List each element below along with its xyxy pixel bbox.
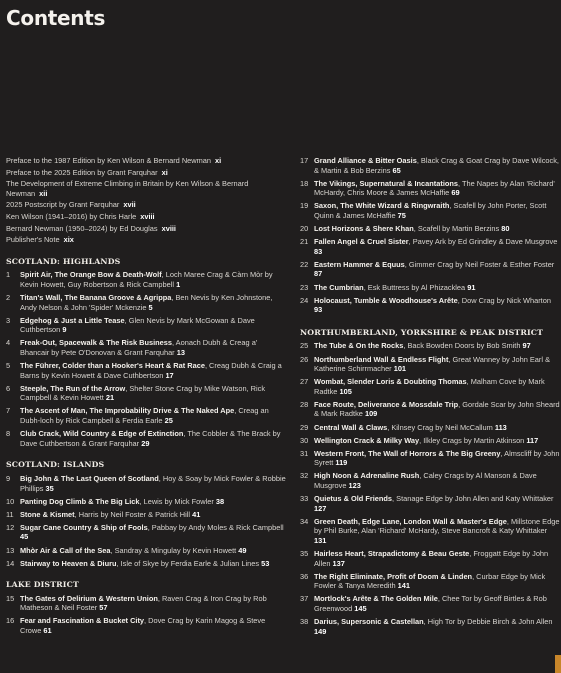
- entry-text: [314, 572, 561, 591]
- entry-text: [314, 341, 561, 351]
- location-author: , Scafell by Martin Berzins: [413, 224, 500, 234]
- entry-text: [20, 546, 288, 556]
- entry-number: 1: [6, 270, 11, 280]
- north-section: [300, 341, 561, 636]
- page-number: 1: [176, 279, 181, 289]
- entry-number: 7: [6, 406, 11, 416]
- contents-entry[interactable]: [300, 617, 561, 636]
- entry-number: 27: [300, 377, 309, 387]
- lake-district-continued: [300, 156, 561, 315]
- contents-entry[interactable]: [6, 429, 288, 448]
- entry-text: [20, 293, 288, 312]
- entry-number: 34: [300, 516, 309, 526]
- entry-text: [314, 377, 561, 396]
- route-names: Club Crack, Wild Country & Edge of Extinction: [20, 429, 184, 439]
- page-number: 149: [314, 626, 327, 636]
- entry-text: [314, 436, 561, 446]
- route-names: Stone & Kismet: [20, 509, 75, 519]
- location-author: , Creag an Dubh-loch by Rick Campbell & Ferdia Earle: [20, 406, 269, 426]
- entry-number: 9: [6, 473, 11, 483]
- contents-entry[interactable]: [300, 400, 561, 419]
- route-names: The Vikings, Supernatural & Incantations: [314, 178, 459, 188]
- contents-entry[interactable]: [300, 296, 561, 315]
- entry-number: 25: [300, 341, 309, 351]
- page-number: xi: [215, 156, 222, 165]
- page-edge-tab: [555, 655, 561, 673]
- contents-entry[interactable]: [300, 471, 561, 490]
- route-names: Quietus & Old Friends: [314, 494, 393, 504]
- entry-text: [314, 549, 561, 568]
- entry-text: [20, 338, 288, 357]
- entry-text: [20, 361, 288, 380]
- entry-text: [20, 270, 288, 289]
- entry-number: 18: [300, 178, 309, 188]
- page-number: 127: [314, 503, 327, 513]
- entry-number: 12: [6, 522, 15, 532]
- page-number: 145: [354, 604, 367, 614]
- route-names: The Führer, Colder than a Hooker's Heart & Rat Race: [20, 361, 205, 371]
- prelim-item[interactable]: Ken Wilson (1941–2016) by Chris Harle xviii: [6, 211, 155, 221]
- contents-entry[interactable]: [300, 572, 561, 591]
- route-names: Holocaust, Tumble & Woodhouse's Arête: [314, 295, 458, 305]
- contents-entry[interactable]: [6, 497, 288, 507]
- route-names: Central Wall & Claws: [314, 422, 388, 432]
- page-number: 109: [364, 409, 378, 419]
- prelim-item[interactable]: The Development of Extreme Climbing in Britain by Ken Wilson & Bernard Newman xii: [6, 179, 249, 198]
- page-number: xviii: [140, 211, 155, 221]
- location-author: , Shelter Stone Crag by Mike Watson, Rick Campbell & Kevin Howett: [20, 383, 266, 403]
- location-author: , Pabbay by Andy Moles & Rick Campbell: [147, 522, 284, 532]
- page-number: xvii: [123, 200, 136, 210]
- page-number: 131: [314, 536, 327, 545]
- left-sections: [6, 257, 288, 636]
- entry-text: [314, 260, 561, 279]
- page-number: 101: [393, 364, 407, 374]
- contents-entry[interactable]: [6, 384, 288, 403]
- entry-text: [20, 616, 288, 635]
- contents-entry[interactable]: [6, 361, 288, 380]
- route-names: Big John & The Last Queen of Scotland: [20, 473, 159, 483]
- entry-text: [314, 201, 561, 220]
- route-names: Saxon, The White Wizard & Ringwraith: [314, 201, 450, 211]
- route-names: Panting Dog Climb & The Big Lick: [20, 496, 140, 506]
- entry-text: [314, 283, 561, 293]
- location-author: , Back Bowden Doors by Bob Smith: [403, 341, 521, 351]
- contents-entry[interactable]: [300, 449, 561, 468]
- location-author: , Loch Maree Crag & Càrn Mòr by Kevin Howett, Guy Robertson & Rick Campbell: [20, 270, 273, 289]
- route-names: Grand Alliance & Bitter Oasis: [314, 156, 417, 165]
- entry-number: 33: [300, 494, 309, 504]
- page-number: 45: [20, 532, 29, 542]
- contents-entry[interactable]: [300, 423, 561, 433]
- page-number: xix: [63, 235, 74, 245]
- route-names: The Ascent of Man, The Improbability Drive & The Naked Ape: [20, 406, 235, 416]
- entry-text: [20, 497, 288, 507]
- entry-text: [314, 471, 561, 490]
- entry-text: [314, 594, 561, 613]
- location-author: , Malham Cove by Mark Radtke: [314, 377, 545, 396]
- route-names: Green Death, Edge Lane, London Wall & Master's Edge: [314, 516, 507, 526]
- route-names: The Cumbrian: [314, 282, 364, 292]
- section-heading: SCOTLAND: HIGHLANDS: [6, 256, 121, 266]
- contents-entry[interactable]: [300, 283, 561, 293]
- contents-entry[interactable]: [300, 377, 561, 396]
- location-author: , Millstone Edge by Phil Burke, Alan 'Richard' McHardy, Steve Bancroft & Katy Whittaker: [314, 516, 560, 536]
- contents-entry[interactable]: [300, 341, 561, 351]
- location-author: , Glen Nevis by Mark McGowan & Dave Cuthbertson: [20, 315, 255, 335]
- route-names: Northumberland Wall & Endless Flight: [314, 354, 449, 364]
- contents-entry[interactable]: [6, 406, 288, 425]
- contents-entry[interactable]: [6, 338, 288, 357]
- page-number: 25: [164, 416, 173, 426]
- entry-text: [314, 423, 561, 433]
- location-author: , Lewis by Mick Fowler: [139, 496, 214, 506]
- page-number: 105: [339, 386, 352, 396]
- page-number: 35: [45, 483, 54, 493]
- entry-number: 4: [6, 338, 11, 348]
- location-author: , Dove Crag by Karin Magog & Steve Crowe: [20, 616, 266, 636]
- entry-text: [314, 400, 561, 419]
- entry-number: 14: [6, 558, 15, 568]
- contents-right-column: [300, 156, 561, 640]
- entry-text: [20, 429, 288, 448]
- contents-entry[interactable]: [6, 316, 288, 335]
- entry-number: 37: [300, 594, 309, 604]
- location-author: , The Cobbler & The Brack by Dave Cuthbertson & Grant Farquhar: [20, 429, 281, 448]
- page-number: 29: [141, 438, 150, 448]
- contents-entry[interactable]: [300, 260, 561, 279]
- page-number: 57: [99, 603, 108, 613]
- contents-entry[interactable]: [300, 237, 561, 256]
- page-number: 80: [501, 224, 510, 234]
- route-names: Face Route, Deliverance & Mossdale Trip: [314, 399, 459, 409]
- entry-number: 29: [300, 422, 309, 432]
- location-author: , Ben Nevis by Ken Johnstone, Andy Nelson & John 'Spider' Mckenzie: [20, 293, 273, 312]
- entry-number: 22: [300, 259, 309, 269]
- entry-number: 15: [6, 593, 15, 603]
- entry-text: [314, 224, 561, 234]
- page-number: 97: [522, 341, 531, 351]
- entry-text: [314, 179, 561, 198]
- entry-number: 36: [300, 571, 309, 581]
- entry-text: [20, 594, 288, 613]
- page-number: 91: [467, 282, 476, 292]
- contents-entry[interactable]: [300, 549, 561, 568]
- page-number: 123: [348, 481, 361, 491]
- location-author: , Gordale Scar by John Sheard & Mark Radtke: [314, 399, 560, 419]
- prelim-item[interactable]: Preface to the 1987 Edition by Ken Wilson & Bernard Newman xi: [6, 156, 222, 165]
- location-author: , Hoy & Soay by Mick Fowler & Robbie Phillips: [20, 473, 286, 493]
- entry-text: [314, 617, 561, 636]
- contents-entry[interactable]: [6, 546, 288, 556]
- contents-entry[interactable]: [6, 270, 288, 289]
- page-number: 38: [215, 496, 225, 506]
- route-names: Fallen Angel & Cruel Sister: [314, 237, 409, 247]
- page-title: Contents: [6, 6, 106, 30]
- route-names: High Noon & Adrenaline Rush: [314, 471, 420, 481]
- route-names: The Tube & On the Rocks: [314, 341, 404, 351]
- location-author: , Almscliff by John Syrett: [314, 448, 560, 468]
- section-heading: NORTHUMBERLAND, YORKSHIRE & PEAK DISTRICT: [300, 327, 544, 337]
- entry-number: 30: [300, 435, 309, 445]
- page-number: xi: [161, 167, 168, 177]
- contents-entry[interactable]: [300, 224, 561, 234]
- entry-number: 16: [6, 616, 15, 626]
- page-number: 75: [397, 210, 406, 220]
- entry-text: [20, 474, 288, 493]
- entry-number: 6: [6, 383, 11, 393]
- entry-number: 24: [300, 295, 309, 305]
- entry-number: 17: [300, 156, 309, 165]
- entry-number: 11: [6, 509, 14, 519]
- entry-number: 5: [6, 361, 11, 371]
- location-author: , Kilnsey Crag by Neil McCallum: [387, 422, 493, 432]
- entry-number: 32: [300, 471, 309, 481]
- contents-entry[interactable]: [300, 179, 561, 198]
- entry-number: 20: [300, 224, 309, 234]
- location-author: , Harris by Neil Foster & Patrick Hill: [74, 509, 191, 519]
- entry-text: [314, 296, 561, 315]
- prelim-item[interactable]: Bernard Newman (1950–2024) by Ed Douglas xviii: [6, 223, 176, 233]
- entry-number: 23: [300, 282, 309, 292]
- page-number: 21: [105, 393, 115, 403]
- page-number: 141: [397, 581, 411, 591]
- entry-text: [20, 316, 288, 335]
- section-heading: LAKE DISTRICT: [6, 580, 79, 590]
- page-number: 53: [261, 558, 270, 568]
- page-number: 5: [148, 302, 153, 312]
- contents-entry[interactable]: [6, 594, 288, 613]
- page-number: 83: [314, 246, 323, 256]
- contents-entry[interactable]: [300, 201, 561, 220]
- route-names: The Right Eliminate, Profit of Doom & Linden: [314, 571, 473, 581]
- contents-entry[interactable]: [6, 559, 288, 569]
- route-names: Darius, Supersonic & Castellan: [314, 617, 424, 627]
- location-author: , The Napes by Alan 'Richard' McHardy, Chris Moore & James McHaffie: [314, 178, 555, 198]
- page-number: 49: [238, 545, 247, 555]
- route-names: Eastern Hammer & Equus: [314, 259, 405, 269]
- route-names: The Gates of Delirium & Western Union: [20, 593, 158, 603]
- contents-entry[interactable]: [300, 156, 561, 175]
- entry-number: 35: [300, 549, 309, 559]
- contents-entry[interactable]: [6, 523, 288, 542]
- entry-text: [20, 510, 288, 520]
- page-number: 61: [43, 626, 52, 636]
- contents-left-column: [6, 156, 288, 639]
- entry-text: [314, 494, 561, 513]
- route-names: Wellington Crack & Milky Way: [314, 435, 420, 445]
- location-author: , Ilkley Crags by Martin Atkinson: [419, 435, 525, 445]
- route-names: Sugar Cane Country & Ship of Fools: [20, 522, 148, 532]
- entry-text: [20, 406, 288, 425]
- location-author: , Caley Crags by Al Manson & Dave Musgrove: [314, 471, 537, 491]
- route-names: Edgehog & Just a Little Tease: [20, 315, 125, 325]
- contents-entry[interactable]: [300, 594, 561, 613]
- location-author: , Raven Crag & Iron Crag by Rob Matheson & Neil Foster: [20, 593, 267, 613]
- entry-text: [20, 559, 288, 569]
- route-names: Hairless Heart, Strapadictomy & Beau Geste: [314, 549, 470, 559]
- route-names: Titan's Wall, The Banana Groove & Agrippa: [20, 293, 172, 303]
- contents-entry[interactable]: [6, 510, 288, 520]
- entry-number: 21: [300, 237, 309, 247]
- entry-text: [314, 237, 561, 256]
- route-names: Mortlock's Arête & The Golden Mile: [314, 594, 438, 604]
- page-number: 41: [192, 509, 201, 519]
- page-number: xviii: [161, 223, 176, 233]
- contents-entry[interactable]: [300, 517, 561, 546]
- route-names: Fear and Fascination & Bucket City: [20, 616, 145, 626]
- contents-entry[interactable]: [6, 474, 288, 493]
- route-names: Mhòr Air & Call of the Sea: [20, 545, 111, 555]
- location-author: , Great Wanney by John Earl & Katherine Schirrmacher: [314, 354, 551, 374]
- entry-number: 38: [300, 617, 309, 627]
- entry-text: [20, 384, 288, 403]
- page-number: 87: [314, 269, 323, 279]
- location-author: , High Tor by Debbie Birch & John Allen: [423, 617, 553, 627]
- location-author: , Sandray & Mingulay by Kevin Howett: [110, 545, 237, 555]
- contents-entry[interactable]: [300, 436, 561, 446]
- route-names: Freak-Out, Spacewalk & The Risk Business: [20, 338, 172, 348]
- location-author: , Chee Tor by Geoff Birtles & Rob Greenwood: [314, 594, 547, 614]
- route-names: Stairway to Heaven & Diuru: [20, 558, 117, 568]
- page-number: 93: [314, 305, 323, 315]
- route-names: Lost Horizons & Shere Khan: [314, 224, 414, 234]
- section-heading: SCOTLAND: ISLANDS: [6, 460, 105, 470]
- page-number: 119: [335, 458, 348, 468]
- entry-number: 10: [6, 496, 15, 506]
- page-number: 65: [392, 165, 401, 175]
- page-number: xii: [39, 188, 48, 198]
- entry-text: [314, 355, 561, 374]
- entry-number: 13: [6, 545, 15, 555]
- entry-text: [314, 449, 561, 468]
- location-author: , Creag Dubh & Craig a Barns by Kevin Howett & Dave Cuthbertson: [20, 361, 282, 380]
- entry-number: 19: [300, 201, 309, 211]
- prelims-list: [6, 156, 288, 245]
- page-number: 117: [526, 435, 539, 445]
- location-author: , Aonach Dubh & Creag a' Bhancair by Pete O'Donovan & Grant Farquhar: [20, 338, 258, 357]
- contents-entry[interactable]: [6, 616, 288, 635]
- entry-text: [314, 156, 561, 175]
- entry-number: 28: [300, 399, 309, 409]
- prelim-item[interactable]: Preface to the 2025 Edition by Grant Farquhar xi: [6, 167, 168, 177]
- location-author: , Scafell by John Porter, Scott Quinn & James McHaffie: [314, 201, 547, 220]
- contents-entry[interactable]: [300, 494, 561, 513]
- contents-entry[interactable]: [6, 293, 288, 312]
- page-number: 69: [451, 188, 460, 198]
- location-author: , Isle of Skye by Ferdia Earle & Julian Lines: [116, 558, 260, 568]
- route-names: Steeple, The Run of the Arrow: [20, 383, 126, 393]
- entry-number: 2: [6, 293, 11, 303]
- location-author: , Esk Buttress by Al Phizacklea: [363, 282, 466, 292]
- location-author: , Black Crag & Goat Crag by Dave Wilcock, & Martin & Bob Berzins: [314, 156, 559, 175]
- location-author: , Stanage Edge by John Allen and Katy Whittaker: [392, 494, 554, 504]
- route-names: Western Front, The Wall of Horrors & The Big Greeny: [314, 448, 501, 458]
- entry-text: [314, 517, 561, 546]
- entry-number: 26: [300, 354, 309, 364]
- location-author: , Dow Crag by Nick Wharton: [457, 295, 551, 305]
- contents-entry[interactable]: [300, 355, 561, 374]
- page-number: 17: [165, 370, 174, 380]
- location-author: , Gimmer Crag by Neil Foster & Esther Foster: [404, 259, 555, 269]
- page-number: 137: [332, 558, 345, 568]
- location-author: , Pavey Ark by Ed Grindley & Dave Musgrove: [408, 237, 558, 247]
- route-names: Wombat, Slender Loris & Doubting Thomas: [314, 377, 467, 387]
- route-names: Spirit Air, The Orange Bow & Death-Wolf: [20, 270, 162, 280]
- location-author: , Curbar Edge by Mick Fowler & Tanya Meredith: [314, 571, 546, 591]
- page-number: 113: [494, 422, 507, 432]
- entry-number: 3: [6, 315, 11, 325]
- entry-text: [20, 523, 288, 542]
- entry-number: 8: [6, 429, 11, 439]
- entry-number: 31: [300, 448, 309, 458]
- location-author: , Froggatt Edge by John Allen: [314, 549, 549, 568]
- page-number: 13: [176, 348, 185, 357]
- prelim-item[interactable]: 2025 Postscript by Grant Farquhar xvii: [6, 200, 136, 210]
- page-number: 9: [62, 325, 67, 335]
- prelim-item[interactable]: Publisher's Note xix: [6, 235, 74, 245]
